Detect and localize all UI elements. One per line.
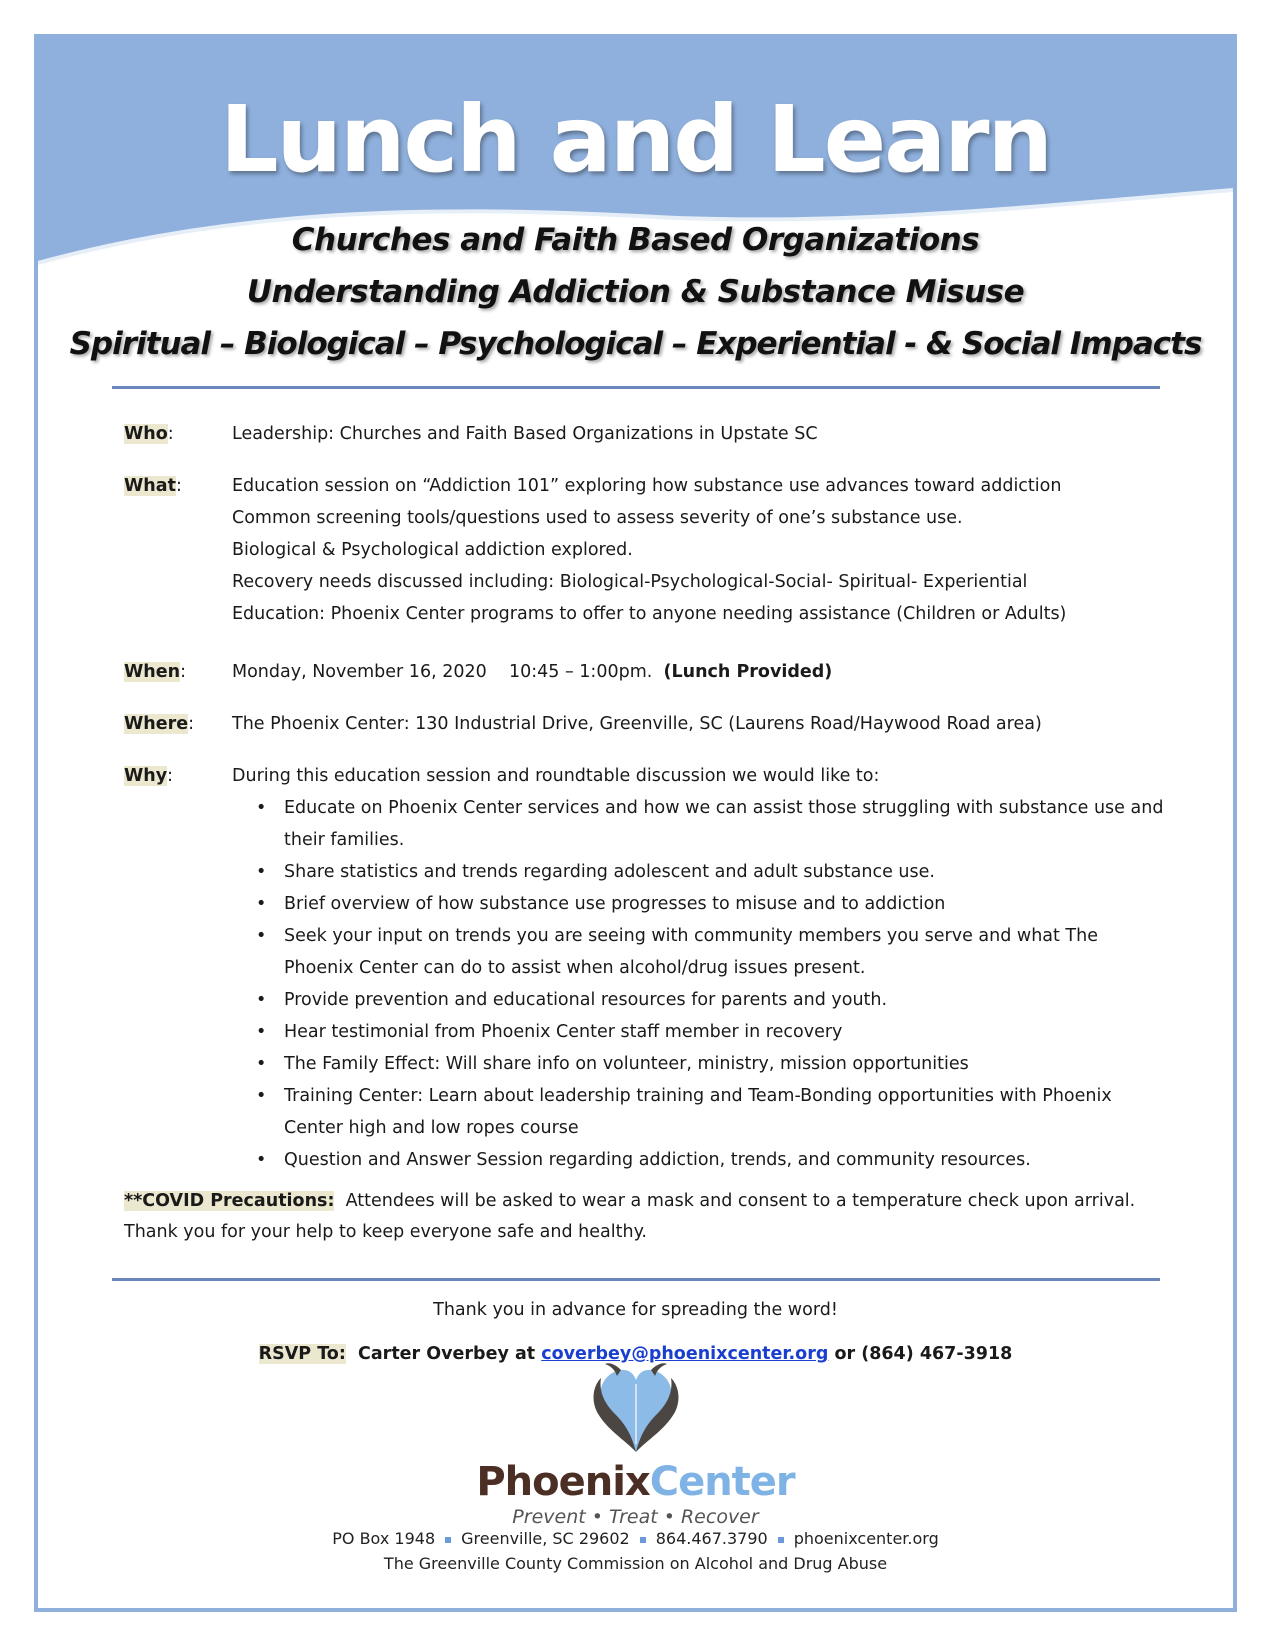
- what-line: Education session on “Addiction 101” exploring how substance use advances toward addiction: [232, 476, 1062, 496]
- what-line: Common screening tools/questions used to assess severity of one’s substance use.: [232, 508, 963, 528]
- separator-square-icon: [640, 1537, 646, 1543]
- who-value: Leadership: Churches and Faith Based Organizations in Upstate SC: [232, 424, 818, 444]
- bullet-icon: •: [256, 1086, 267, 1106]
- where-value: The Phoenix Center: 130 Industrial Drive, Greenville, SC (Laurens Road/Haywood Road area): [232, 714, 1042, 734]
- list-item: • Share statistics and trends regarding adolescent and adult substance use.: [284, 856, 1164, 888]
- list-item: • Training Center: Learn about leadership training and Team-Bonding opportunities with Phoenix Center high and low ropes course: [284, 1080, 1164, 1144]
- why-intro: During this education session and roundtable discussion we would like to:: [232, 766, 880, 786]
- subtitle-block: [38, 214, 1233, 370]
- logo-tagline: Prevent • Treat • Recover: [512, 1506, 759, 1528]
- bullet-icon: •: [256, 894, 267, 914]
- covid-notice: [124, 1186, 1164, 1248]
- separator-square-icon: [445, 1537, 451, 1543]
- what-label: What: [124, 476, 176, 496]
- rsvp-phone: or (864) 467-3918: [834, 1344, 1013, 1364]
- phoenix-center-logo: [38, 1356, 1233, 1530]
- list-item: • Hear testimonial from Phoenix Center staff member in recovery: [284, 1016, 1164, 1048]
- who-label: Who: [124, 424, 168, 444]
- subtitle-topic: Understanding Addiction & Substance Misuse: [246, 274, 1025, 310]
- what-line: Education: Phoenix Center programs to offer to anyone needing assistance (Children or Adults): [232, 604, 1067, 624]
- who-row: Who: Leadership: Churches and Faith Based Organizations in Upstate SC: [124, 418, 1164, 450]
- why-row: Why: During this education session and roundtable discussion we would like to:: [124, 760, 1164, 792]
- when-row: When: Monday, November 16, 2020 10:45 – 1:00pm. (Lunch Provided): [124, 662, 833, 682]
- phoenix-bird-icon: [581, 1356, 691, 1456]
- covid-label: **COVID Precautions:: [124, 1191, 335, 1211]
- flyer-frame: [34, 34, 1237, 1612]
- bullet-icon: •: [256, 990, 267, 1010]
- flyer-title: Lunch and Learn: [219, 86, 1052, 193]
- why-label: Why: [124, 766, 168, 786]
- list-item: • Brief overview of how substance use progresses to misuse and to addiction: [284, 888, 1164, 920]
- subtitle-impacts: Spiritual – Biological – Psychological – Experiential - & Social Impacts: [69, 326, 1202, 362]
- event-details: [124, 418, 1164, 1248]
- list-item: • Provide prevention and educational resources for parents and youth.: [284, 984, 1164, 1016]
- covid-text: Attendees will be asked to wear a mask and consent to a temperature check upon arrival. Thank you for your help to keep everyone safe and healthy.: [124, 1191, 1136, 1242]
- footer-organization: The Greenville County Commission on Alcohol and Drug Abuse: [383, 1554, 888, 1573]
- when-value: Monday, November 16, 2020 10:45 – 1:00pm.: [232, 662, 653, 682]
- footer-address-line: PO Box 1948 Greenville, SC 29602 864.467.3790 phoenixcenter.org: [332, 1529, 939, 1548]
- divider-bottom: [112, 1278, 1160, 1281]
- what-line: Biological & Psychological addiction explored.: [232, 540, 633, 560]
- bullet-icon: •: [256, 1150, 267, 1170]
- list-item: • Question and Answer Session regarding addiction, trends, and community resources.: [284, 1144, 1164, 1176]
- bullet-icon: •: [256, 926, 267, 946]
- bullet-icon: •: [256, 1022, 267, 1042]
- bullet-icon: •: [256, 862, 267, 882]
- rsvp-email-link[interactable]: coverbey@phoenixcenter.org: [541, 1344, 829, 1364]
- when-label: When: [124, 662, 181, 682]
- list-item: • Seek your input on trends you are seeing with community members you serve and what The Phoenix Center can do to assist when alcohol/drug issues present.: [284, 920, 1164, 984]
- what-value: [232, 470, 1164, 630]
- footer-contact: [38, 1526, 1233, 1576]
- thank-you-line: Thank you in advance for spreading the word!: [433, 1300, 838, 1320]
- list-item: • The Family Effect: Will share info on volunteer, ministry, mission opportunities: [284, 1048, 1164, 1080]
- what-line: Recovery needs discussed including: Biological-Psychological-Social- Spiritual- Experiential: [232, 572, 1028, 592]
- bullet-icon: •: [256, 798, 267, 818]
- rsvp-name: Carter Overbey at: [358, 1344, 536, 1364]
- logo-wordmark: PhoenixCenter: [476, 1459, 795, 1505]
- lunch-note: (Lunch Provided): [663, 662, 833, 682]
- rsvp-label: RSVP To:: [258, 1344, 346, 1364]
- what-row: What: Education session on “Addiction 101” exploring how substance use advances toward addiction Common screening tools/questions used to assess severity of one’s substance use. Biological & Psychological addiction explored. Recovery needs discussed including: Biological-Psychological-Social- Spiritual- Experiential Education: Phoenix Center programs to offer to anyone needing assistance (Children or Adults): [124, 470, 1164, 630]
- where-label: Where: [124, 714, 189, 734]
- separator-square-icon: [778, 1537, 784, 1543]
- bullet-icon: •: [256, 1054, 267, 1074]
- where-row: Where: The Phoenix Center: 130 Industrial Drive, Greenville, SC (Laurens Road/Haywood Road area): [124, 708, 1164, 740]
- why-bullet-list: [124, 792, 1164, 1176]
- divider-top: [112, 386, 1160, 389]
- subtitle-audience: Churches and Faith Based Organizations: [291, 222, 980, 258]
- list-item: • Educate on Phoenix Center services and how we can assist those struggling with substance use and their families.: [284, 792, 1164, 856]
